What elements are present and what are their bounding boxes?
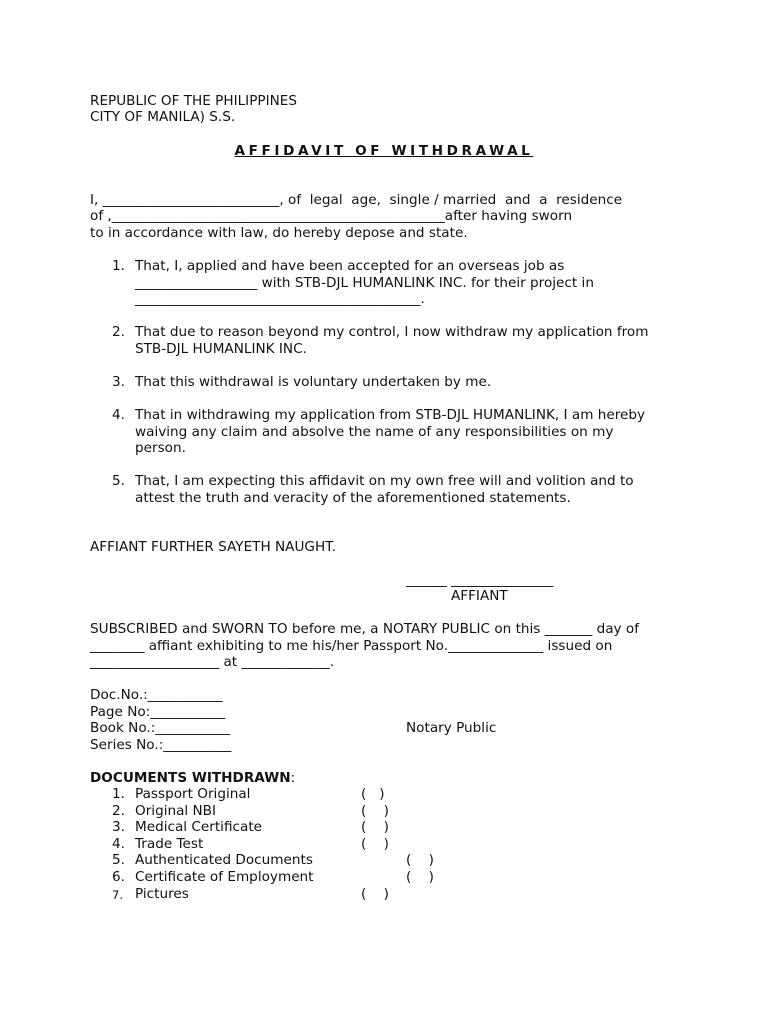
doc-item-name: Certificate of Employment — [135, 869, 314, 885]
doc-item-checkbox: ( ) — [406, 869, 434, 885]
book-number-field: Book No.:___________ — [90, 720, 231, 736]
intro-line-1: I, __________________________, of legal age, single / married and a residence — [90, 192, 623, 208]
item-2-line-2: STB-DJL HUMANLINK INC. — [135, 341, 307, 357]
item-1-line-2: __________________ with STB-DJL HUMANLINK INC. for their project in — [135, 275, 594, 291]
item-5-line-2: attest the truth and veracity of the aforementioned statements. — [135, 490, 571, 506]
doc-item-number: 5. — [112, 852, 125, 868]
header-republic: REPUBLIC OF THE PHILIPPINES — [90, 93, 297, 109]
doc-item-checkbox: ( ) — [361, 886, 389, 902]
doc-item-name: Authenticated Documents — [135, 852, 313, 868]
item-number: 1. — [112, 258, 125, 274]
affiant-label: AFFIANT — [451, 588, 508, 604]
doc-item-checkbox: ( ) — [361, 819, 389, 835]
item-2-line-1: That due to reason beyond my control, I now withdraw my application from — [135, 324, 649, 340]
doc-item-checkbox: ( ) — [361, 786, 385, 802]
doc-item-number: 4. — [112, 836, 125, 852]
doc-item-number: 1. — [112, 786, 125, 802]
doc-number-field: Doc.No.:___________ — [90, 687, 223, 703]
doc-item-name: Medical Certificate — [135, 819, 263, 835]
doc-item-name: Trade Test — [135, 836, 204, 852]
documents-heading-colon: : — [290, 770, 296, 786]
jurat-line-2: ________ affiant exhibiting to me his/her Passport No.______________ issued on — [90, 638, 613, 654]
item-number: 4. — [112, 407, 125, 423]
item-1-line-3: __________________________________________. — [135, 291, 425, 307]
intro-line-2: of ,_________________________________________________after having sworn — [90, 208, 573, 224]
item-5-line-1: That, I am expecting this affidavit on my own free will and volition and to — [135, 473, 634, 489]
jurat-line-1: SUBSCRIBED and SWORN TO before me, a NOTARY PUBLIC on this _______ day of — [90, 621, 640, 637]
signature-line: ______ _______________ — [406, 572, 554, 588]
item-number: 2. — [112, 324, 125, 340]
doc-item-name: Passport Original — [135, 786, 251, 802]
doc-item-checkbox: ( ) — [361, 803, 389, 819]
doc-item-number: 3. — [112, 819, 125, 835]
item-4-line-2: waiving any claim and absolve the name of any responsibilities on my — [135, 424, 614, 440]
item-number: 3. — [112, 374, 125, 390]
doc-item-name: Original NBI — [135, 803, 217, 819]
document-title: AFFIDAVIT OF WITHDRAWAL — [234, 143, 534, 159]
doc-item-checkbox: ( ) — [361, 836, 389, 852]
closing-statement: AFFIANT FURTHER SAYETH NAUGHT. — [90, 539, 337, 555]
doc-item-checkbox: ( ) — [406, 852, 434, 868]
doc-item-number: 6. — [112, 869, 125, 885]
intro-line-3: to in accordance with law, do hereby depose and state. — [90, 225, 468, 241]
page-number-field: Page No:___________ — [90, 704, 226, 720]
item-3-line-1: That this withdrawal is voluntary undertaken by me. — [135, 374, 492, 390]
item-1-line-1: That, I, applied and have been accepted for an overseas job as — [135, 258, 565, 274]
item-number: 5. — [112, 473, 125, 489]
notary-public-label: Notary Public — [406, 720, 497, 736]
doc-item-number: 7. — [112, 888, 123, 902]
documents-heading — [90, 770, 295, 787]
item-4-line-3: person. — [135, 440, 186, 456]
doc-item-number: 2. — [112, 803, 125, 819]
jurat-line-3: ___________________ at _____________. — [90, 654, 335, 670]
item-4-line-1: That in withdrawing my application from STB-DJL HUMANLINK, I am hereby — [135, 407, 646, 423]
series-number-field: Series No.:__________ — [90, 737, 232, 753]
documents-heading-text: DOCUMENTS WITHDRAWN — [90, 770, 291, 786]
doc-item-name: Pictures — [135, 886, 189, 902]
header-city: CITY OF MANILA) S.S. — [90, 109, 236, 125]
